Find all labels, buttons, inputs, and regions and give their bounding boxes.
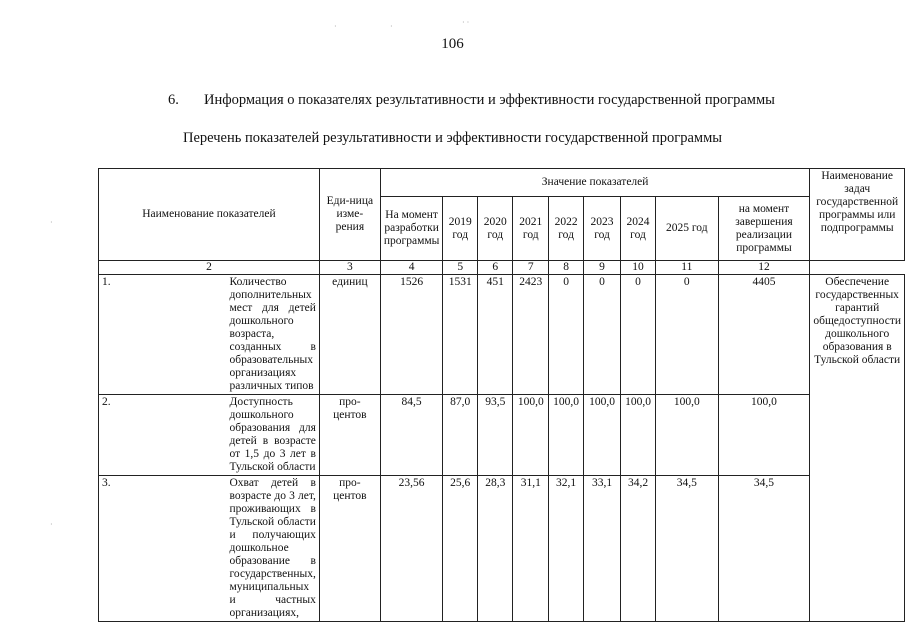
table-row: [99, 275, 905, 395]
row-number: 1.: [99, 275, 227, 395]
column-number: 10: [621, 261, 656, 275]
value-at-development: 1526: [380, 275, 443, 395]
table-row: [99, 395, 905, 476]
value-2019: 87,0: [443, 395, 478, 476]
column-number-row: [99, 261, 905, 275]
scan-speck: ·: [50, 218, 53, 227]
value-at-completion: 4405: [718, 275, 810, 395]
value-2022: 0: [549, 275, 584, 395]
value-2022: 100,0: [549, 395, 584, 476]
scan-speck: ·: [50, 520, 53, 529]
header-indicator-name: Наименование показателей: [99, 169, 320, 261]
header-year: 2022 год: [549, 197, 584, 261]
value-2024: 0: [621, 275, 656, 395]
indicator-name: Охват детей в возрасте до 3 лет, проживающих в Тульской области и получающих дошкольное образование в государственных, муниципальных и частных организациях,: [227, 476, 320, 622]
column-number: 12: [718, 261, 810, 275]
header-year: 2023 год: [584, 197, 621, 261]
header-year: 2020 год: [478, 197, 513, 261]
indicator-name: Доступность дошкольного образования для детей в возрасте от 1,5 до 3 лет в Тульской области: [227, 395, 320, 476]
row-number: 3.: [99, 476, 227, 622]
row-number: 2.: [99, 395, 227, 476]
value-at-completion: 34,5: [718, 476, 810, 622]
column-number: 11: [656, 261, 719, 275]
value-at-completion: 100,0: [718, 395, 810, 476]
column-number: 3: [319, 261, 380, 275]
value-2024: 34,2: [621, 476, 656, 622]
value-2019: 25,6: [443, 476, 478, 622]
unit: про-центов: [319, 395, 380, 476]
header-year: 2025 год: [656, 197, 719, 261]
column-number: 2: [99, 261, 320, 275]
value-at-development: 84,5: [380, 395, 443, 476]
section-number: 6.: [168, 92, 179, 108]
column-number: 8: [549, 261, 584, 275]
value-2021: 100,0: [513, 395, 549, 476]
header-year: 2019 год: [443, 197, 478, 261]
value-2021: 31,1: [513, 476, 549, 622]
header-tasks: Наименование задач государственной программы или подпрограммы: [810, 169, 905, 261]
scan-speck: · ·: [462, 18, 470, 27]
column-number: 9: [584, 261, 621, 275]
table-row: [99, 476, 905, 622]
header-row: [99, 169, 905, 197]
page-number: 106: [441, 36, 464, 52]
value-2023: 33,1: [584, 476, 621, 622]
column-number: 4: [380, 261, 443, 275]
section-heading: [168, 92, 775, 109]
value-2020: 451: [478, 275, 513, 395]
value-at-development: 23,56: [380, 476, 443, 622]
value-2020: 28,3: [478, 476, 513, 622]
indicators-table: [98, 168, 905, 622]
header-year: 2021 год: [513, 197, 549, 261]
column-number: 5: [443, 261, 478, 275]
header-unit: Еди-ница изме-рения: [319, 169, 380, 261]
unit: единиц: [319, 275, 380, 395]
value-2025: 34,5: [656, 476, 719, 622]
task-description: Обеспечение государственных гарантий общедоступности дошкольного образования в Тульской области: [810, 275, 905, 622]
scan-speck: ·: [390, 22, 393, 31]
value-2023: 100,0: [584, 395, 621, 476]
header-values-group: Значение показателей: [380, 169, 809, 197]
table-title: Перечень показателей результативности и эффективности государственной программы: [182, 130, 723, 146]
value-2023: 0: [584, 275, 621, 395]
header-at-completion: на момент завершения реализации программы: [718, 197, 810, 261]
indicator-name: Количество дополнительных мест для детей дошкольного возраста, созданных в образовательных организациях различных типов: [227, 275, 320, 395]
value-2019: 1531: [443, 275, 478, 395]
value-2022: 32,1: [549, 476, 584, 622]
scan-speck: ·: [334, 22, 337, 31]
header-at-development: На момент разработки программы: [380, 197, 443, 261]
column-number: 7: [513, 261, 549, 275]
unit: про-центов: [319, 476, 380, 622]
value-2025: 100,0: [656, 395, 719, 476]
value-2024: 100,0: [621, 395, 656, 476]
value-2020: 93,5: [478, 395, 513, 476]
header-year: 2024 год: [621, 197, 656, 261]
column-number: 6: [478, 261, 513, 275]
section-title: Информация о показателях результативности и эффективности государственной программы: [204, 92, 775, 108]
value-2021: 2423: [513, 275, 549, 395]
value-2025: 0: [656, 275, 719, 395]
